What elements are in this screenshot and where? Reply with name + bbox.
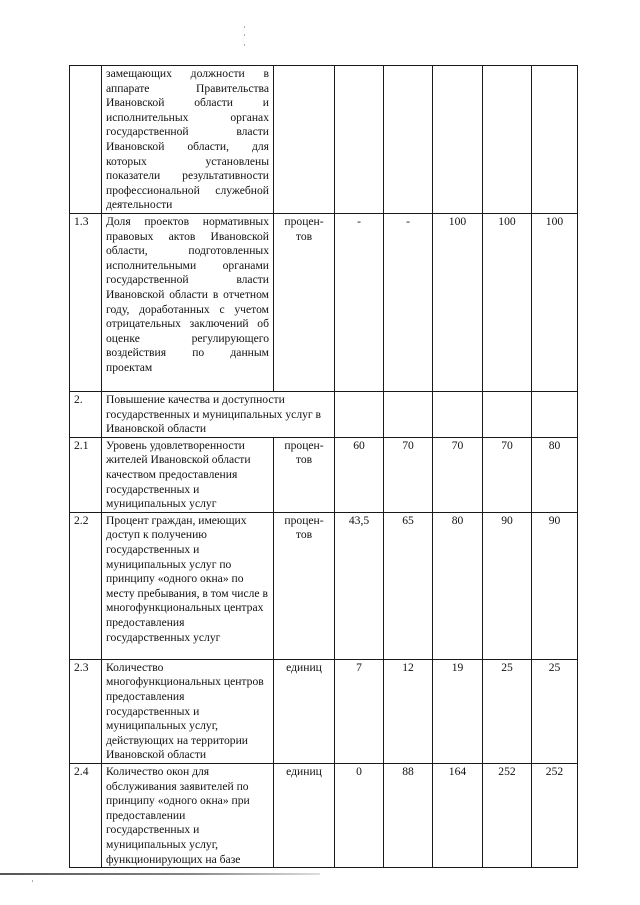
indicator-name: замещающих должности в аппарате Правительства Ивановской области и исполнительных органах государственной власти Ивановской области, для которых установлены показатели результативности профессиональной служебной деятельности — [102, 66, 274, 214]
section-row — [70, 392, 578, 438]
value-cell — [483, 392, 532, 438]
value-cell: 100 — [433, 214, 483, 392]
value-cell: 90 — [532, 512, 578, 659]
table-row — [70, 437, 578, 512]
indicator-name: Процент граждан, имеющих доступ к получению государственных и муниципальных услуг по принципу «одного окна» по месту пребывания, в том числе в многофункциональных центрах предоставления государственных услуг — [102, 512, 274, 659]
table-row — [70, 66, 578, 214]
unit-cell: процен- тов — [274, 512, 335, 659]
table-row — [70, 512, 578, 659]
scan-artifact — [244, 44, 245, 46]
value-cell: 0 — [335, 763, 384, 867]
value-cell: 80 — [532, 437, 578, 512]
value-cell: 7 — [335, 659, 384, 763]
indicator-name: Доля проектов нормативных правовых актов Ивановской области, подготовленных исполнительными органами государственной власти Ивановской области в отчетном году, доработанных с учетом отрицательных заключений об оценке регулирующего воздействия по данным проектам — [102, 214, 274, 392]
section-number: 2. — [70, 392, 102, 438]
value-cell — [384, 392, 433, 438]
section-title: Повышение качества и доступности государственных и муниципальных услуг в Ивановской области — [102, 392, 335, 438]
unit-cell — [274, 66, 335, 214]
table-row — [70, 659, 578, 763]
value-cell — [433, 392, 483, 438]
value-cell: 25 — [532, 659, 578, 763]
scan-artifact — [32, 880, 33, 882]
value-cell — [433, 66, 483, 214]
value-cell: 70 — [483, 437, 532, 512]
unit-cell: процен- тов — [274, 214, 335, 392]
value-cell: 252 — [532, 763, 578, 867]
value-cell: 43,5 — [335, 512, 384, 659]
table-row — [70, 763, 578, 867]
indicator-name: Количество окон для обслуживания заявителей по принципу «одного окна» при предоставлении государственных и муниципальных услуг, функционирующих на базе — [102, 763, 274, 867]
value-cell — [483, 66, 532, 214]
value-cell: 70 — [384, 437, 433, 512]
value-cell: 100 — [483, 214, 532, 392]
unit-cell: единиц — [274, 659, 335, 763]
value-cell: 88 — [384, 763, 433, 867]
value-cell — [335, 66, 384, 214]
value-cell: - — [384, 214, 433, 392]
value-cell: 90 — [483, 512, 532, 659]
row-number: 2.4 — [70, 763, 102, 867]
unit-cell: процен- тов — [274, 437, 335, 512]
value-cell: - — [335, 214, 384, 392]
value-cell: 164 — [433, 763, 483, 867]
row-number — [70, 66, 102, 214]
unit-cell: единиц — [274, 763, 335, 867]
value-cell: 60 — [335, 437, 384, 512]
indicators-table — [69, 65, 578, 868]
indicator-name: Количество многофункциональных центров предоставления государственных и муниципальных услуг, действующих на территории Ивановской области — [102, 659, 274, 763]
scan-artifact — [244, 26, 245, 28]
value-cell: 100 — [532, 214, 578, 392]
scan-artifact — [244, 34, 245, 36]
row-number: 2.2 — [70, 512, 102, 659]
value-cell: 70 — [433, 437, 483, 512]
value-cell: 25 — [483, 659, 532, 763]
value-cell: 19 — [433, 659, 483, 763]
indicator-name: Уровень удовлетворенности жителей Ивановской области качеством предоставления государственных и муниципальных услуг — [102, 437, 274, 512]
row-number: 1.3 — [70, 214, 102, 392]
value-cell — [335, 392, 384, 438]
value-cell — [532, 392, 578, 438]
value-cell: 252 — [483, 763, 532, 867]
row-number: 2.1 — [70, 437, 102, 512]
table-row — [70, 214, 578, 392]
value-cell: 12 — [384, 659, 433, 763]
row-number: 2.3 — [70, 659, 102, 763]
value-cell: 65 — [384, 512, 433, 659]
value-cell — [532, 66, 578, 214]
value-cell: 80 — [433, 512, 483, 659]
scan-edge-line — [0, 873, 320, 875]
value-cell — [384, 66, 433, 214]
